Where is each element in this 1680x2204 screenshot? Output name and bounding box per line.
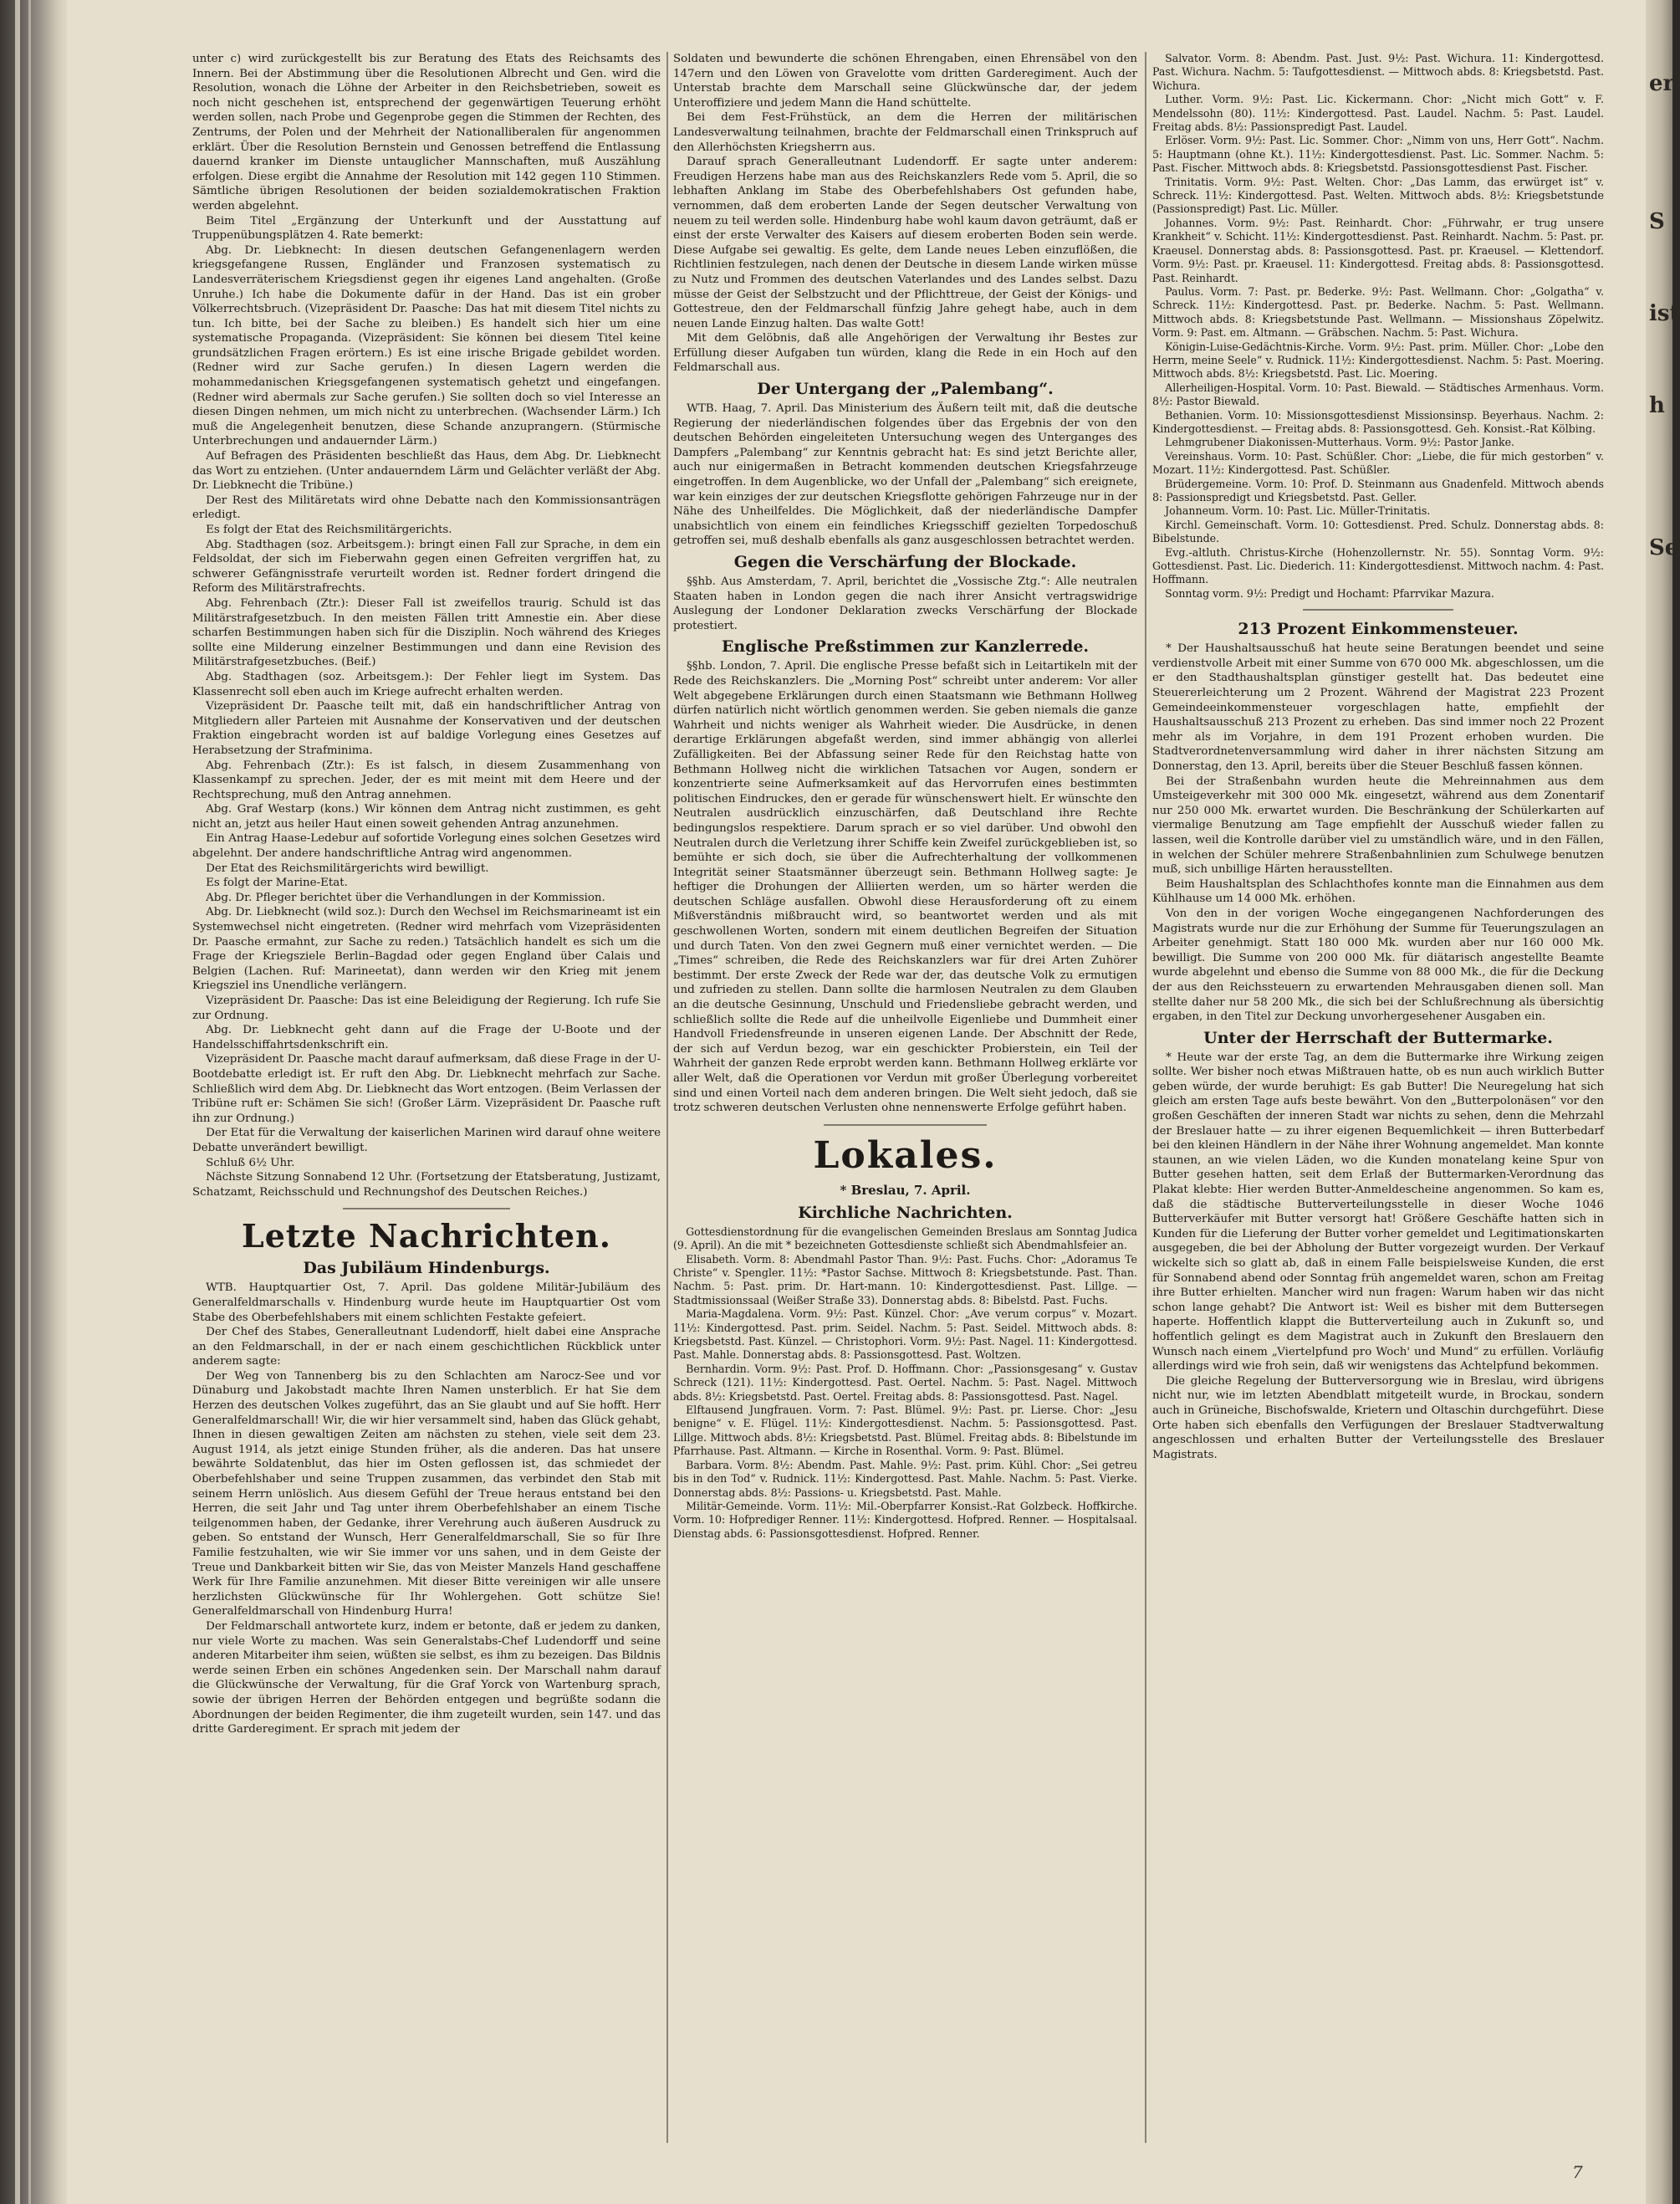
headline-englische-pressestimmen: Englische Preßstimmen zur Kanzlerrede. — [721, 637, 1090, 657]
church-notice: Maria-Magdalena. Vorm. 9½: Past. Künzel. Chor: „Ave verum corpus“ v. Mozart. 11½: Kindergottesd. Past. prim. Seidel. Nachm. 5: Past. Seidel. Mittwoch abds. 8: Kriegsbetstd. Past. Künzel. — Christophori. Vorm. 9½: Past. Nagel. 11: Kindergottesd. Past. Mahle. Donnerstag abds. 8: Passionsgottesd. Past. Woltzen. — [673, 1307, 1137, 1362]
church-notice: Johanneum. Vorm. 10: Past. Lic. Müller-Trinitatis. — [1165, 504, 1431, 518]
article-paragraph: §§hb. Aus Amsterdam, 7. April, berichtet die „Vossische Ztg.“: Alle neutralen Staaten haben in London gegen die nach ihrer Ansicht vertragswidrige Auslegung der Londoner Deklaration zwecks Verschärfung der Blockade protestiert. — [673, 575, 1137, 632]
article-paragraph: * Heute war der erste Tag, an dem die Buttermarke ihre Wirkung zeigen sollte. Wer bisher noch etwas Mißtrauen hatte, ob es nun auch wirklich Butter geben würde, der wurde beruhigt: Es gab Butter! Die Neuregelung hat sich gleich am ersten Tage aufs beste bewährt. Von den „Butterpolonäsen“ vor den großen Geschäften der inneren Stadt war nichts zu sehen, denn die Mehrzahl der Breslauer hatte — zu ihrer eigenen Bequemlichkeit — ihren Butterbedarf bei den kleinen Händlern in der Nähe ihrer Wohnung angemeldet. Man konnte staunen, an wie vielen Läden, wo die Kunden monatelang keine Spur von Butter gesehen hatten, seit dem Erlaß der Buttermarken-Verordnung das Plakat klebte: Hier werden Butter-Anmeldescheine angenommen. So kam es, daß die städtische Butterverteilungsstelle in dieser Woche 1046 Butterverkäufer mit Butter versorgt hat! Größere Geschäfte hatten sich in Kunden für die Lieferung der Butter vorher gemeldet und Legitimationskarten ausgegeben, die bei der Abholung der Butter vorgezeigt wurden. Der Verkauf wickelte sich so glatt ab, daß in einem Falle beispielsweise Kunden, die erst für Sonnabend abend oder Sonntag früh angemeldet waren, schon am Freitag ihre Butter erhielten. Mancher wird nun fragen: Warum haben wir das nicht schon lange gehabt? Die Antwort ist: Weil es bisher mit dem Buttersegen haperte. Hoffentlich klappt die Butterverteilung auch in Zukunft so, und hoffentlich gelingt es dem Magistrat auch in Zukunft den Breslauern den Wunsch nach einem „Viertelpfund pro Woch' und Mund“ zu erfüllen. Vorläufig allerdings wird wie froh sein, daß wir wenigstens das Achtelpfund bekommen. — [1152, 1051, 1604, 1373]
article-paragraph: Abg. Dr. Liebknecht geht dann auf die Frage der U-Boote und der Handelsschiffahrtsdenkschrift ein. — [192, 1024, 661, 1051]
headline-palembang: Der Untergang der „Palembang“. — [757, 380, 1054, 399]
church-notice: Militär-Gemeinde. Vorm. 11½: Mil.-Oberpfarrer Konsist.-Rat Golzbeck. Hoffkirche. Vorm. 10: Hofprediger Renner. 11½: Kindergottesd. Hofpred. Renner. — Hospitalsaal. Dienstag abds. 6: Passionsgottesdienst. Hofpred. Renner. — [673, 1499, 1137, 1540]
binding-stripe — [28, 0, 31, 2204]
headline-kirchliche-nachrichten: Kirchliche Nachrichten. — [798, 1203, 1013, 1222]
article-paragraph: Abg. Stadthagen (soz. Arbeitsgem.): bringt einen Fall zur Sprache, in dem ein Feldsoldat, der sich im Fieberwahn gegen einen Gefreiten vergriffen hat, zu schwerer Gefängnisstrafe verurteilt worden ist. Redner fordert dringend die Reform des Militärstrafrechts. — [192, 538, 661, 596]
article-paragraph: Nächste Sitzung Sonnabend 12 Uhr. (Fortsetzung der Etatsberatung, Justizamt, Schatzamt, Reichsschuld und Rechnungshof des Deutschen Reiches.) — [192, 1171, 661, 1199]
article-paragraph: Beim Titel „Ergänzung der Unterkunft und der Ausstattung auf Truppenübungsplätzen 4. Rate bemerkt: — [192, 214, 661, 243]
adjacent-page-letter: Se — [1649, 535, 1679, 560]
church-notice: Vereinshaus. Vorm. 10: Past. Schüßler. Chor: „Liebe, die für mich gestorben“ v. Mozart. 11½: Kindergottesd. Past. Schüßler. — [1152, 449, 1604, 477]
church-notice: Gottesdienstordnung für die evangelischen Gemeinden Breslaus am Sonntag Judica (9. April). An die mit * bezeichneten Gottesdienste schließt sich Abendmahlsfeier an. — [673, 1225, 1137, 1252]
column-rule — [1145, 52, 1146, 2143]
church-notice: Brüdergemeine. Vorm. 10: Prof. D. Steinmann aus Gnadenfeld. Mittwoch abends 8: Passionspredigt und Kriegsbetstd. Past. Geller. — [1152, 477, 1604, 504]
article-paragraph: Der Weg von Tannenberg bis zu den Schlachten am Narocz-See und vor Dünaburg und Jakobstadt machte Ihren Namen unsterblich. Er hat Sie dem Herzen des deutschen Volkes zugeführt, das an Sie glaubt und auf Sie hofft. Herr Generalfeldmarschall! Wir, die wir hier versammelt sind, haben das Glück gehabt, Ihnen in diesen gewaltigen Zeiten am nächsten zu stehen, viele seit dem 23. August 1914, als jetzt einige Stunden früher, als die anderen. Das hat unsere bewährte Soldatenblut, das hier im Osten geflossen ist, das schmiedet der Oberbefehlshaber und seine Truppen zusammen, das verbindet den Stab mit seinem Herrn unlöslich. Aus diesem Gefühl der Treue heraus entstand bei den Herren, die seit Jahr und Tag unter ihrem Oberbefehlshaber an einem Tische teilgenommen haben, der Gedanke, ihrer Verehrung auch äußeren Ausdruck zu geben. So entstand der Wunsch, Herr Generalfeldmarschall, Sie so für Ihre Familie festzuhalten, wie wir Sie immer vor uns sahen, und in dem Geiste der Treue und Dankbarkeit bitten wir Sie, das von Meister Manzels Hand geschaffene Werk für Ihre Familie anzunehmen. Mit dieser Bitte vereinigen wir alle unsere herzlichsten Glückwünsche für Ihr Wohlergehen. Gott schütze Sie! Generalfeldmarschall von Hindenburg Hurra! — [192, 1369, 661, 1618]
article-paragraph: Auf Befragen des Präsidenten beschließt das Haus, dem Abg. Dr. Liebknecht das Wort zu entziehen. (Unter andauerndem Lärm und Gelächter verläßt der Abg. Dr. Liebknecht die Tribüne.) — [192, 450, 661, 493]
section-divider — [1303, 609, 1453, 611]
headline-jubilaeum: Das Jubiläum Hindenburgs. — [303, 1259, 550, 1278]
article-paragraph: Mit dem Gelöbnis, daß alle Angehörigen der Verwaltung ihr Bestes zur Erfüllung dieser Aufgaben tun würden, klang die Rede in ein Hoch auf den Feldmarschall aus. — [673, 332, 1137, 375]
church-notice: Elftausend Jungfrauen. Vorm. 7: Past. Blümel. 9½: Past. pr. Lierse. Chor: „Jesu benigne“ v. E. Flügel. 11½: Kindergottesdienst. Nachm. 5: Passionsgottesd. Past. Lillge. Mittwoch abds. 8½: Kriegsbetstd. Past. Blümel. Freitag abds. 8: Bibelstunde im Pfarrhause. Past. Altmann. — Kirche in Rosenthal. Vorm. 9: Past. Blümel. — [673, 1404, 1137, 1458]
adjacent-page-letter: h — [1649, 393, 1665, 418]
column-right — [1152, 52, 1604, 2181]
dateline: * Breslau, 7. April. — [840, 1182, 971, 1198]
binding-stripe — [15, 0, 20, 2204]
adjacent-page-letter: ist — [1649, 301, 1680, 326]
headline-letzte-nachrichten: Letzte Nachrichten. — [242, 1217, 611, 1255]
article-paragraph: Von den in der vorigen Woche eingegangenen Nachforderungen des Magistrats wurde nur die zur Erhöhung der Summe für Teuerungszulagen an Arbeiter genehmigt. Statt 180 000 Mk. wurden aber nur 160 000 Mk. bewilligt. Die Summe von 200 000 Mk. für diätarisch angestellte Beamte wurde abgelehnt und ebenso die Summe von 88 000 Mk., die für die Deckung der aus den Reichssteuern zu erwartenden Mehrausgaben dienen soll. Man stellte daher nur 58 200 Mk., die sich bei der Schlußrechnung als übersichtig ergaben, in den Titel zur Deckung unvorhergesehener Ausgaben ein. — [1152, 907, 1604, 1024]
article-paragraph: Bei der Straßenbahn wurden heute die Mehreinnahmen aus dem Umsteigeverkehr mit 300 000 Mk. eingesetzt, während aus dem Zonentarif nur 250 000 Mk. erwartet wurden. Die Beschränkung der Schülerkarten auf viermalige Benutzung am Tage empfiehlt der Ausschuß wieder fallen zu lassen, weil die Kontrolle darüber viel zu umständlich wäre, und in den Fällen, in welchen der Schüler mehrere Straßenbahnlinien zum Schulwege benutzen muß, sich unbillige Härten herausstellten. — [1152, 775, 1604, 877]
church-notice: Kirchl. Gemeinschaft. Vorm. 10: Gottesdienst. Pred. Schulz. Donnerstag abds. 8: Bibelstunde. — [1152, 518, 1604, 545]
article-paragraph: Schluß 6½ Uhr. — [206, 1156, 295, 1169]
church-notice: Sonntag vorm. 9½: Predigt und Hochamt: Pfarrvikar Mazura. — [1165, 586, 1494, 600]
adjacent-page-letter: er — [1649, 71, 1675, 96]
headline-einkommensteuer: 213 Prozent Einkommensteuer. — [1238, 620, 1519, 639]
section-divider — [343, 1208, 510, 1209]
article-paragraph: Abg. Dr. Liebknecht (wild soz.): Durch den Wechsel im Reichsmarineamt ist ein Systemwechsel nicht eingetreten. (Redner wird mehrfach vom Vizepräsidenten Dr. Paasche ermahnt, zur Sache zu reden.) Tatsächlich handelt es sich um die Frage der Kriegsziele Berlin–Bagdad oder gegen England über Calais und Belgien (Lachen. Ruf: Marineetat), dann werden wir den Krieg mit jenem Kriegsziel ins Unendliche verlängern. — [192, 906, 661, 993]
article-paragraph: WTB. Haag, 7. April. Das Ministerium des Äußern teilt mit, daß die deutsche Regierung der niederländischen folgendes über das Ergebnis der von den deutschen Behörden eingeleiteten Untersuchung wegen des Unterganges des Dampfers „Palembang“ zur Kenntnis gebracht hat: Es sind jetzt Berichte aller, auch nur einigermaßen in Betracht kommenden deutschen Kriegsfahrzeuge eingetroffen. In dem Augenblicke, wo der Unfall der „Palembang“ sich ereignete, war kein einziges der zur deutschen Kriegsflotte gehörigen Fahrzeuge nur in der Nähe des Unheilfeldes. Die Möglichkeit, daß der niederländische Dampfer unabsichtlich von einem ein feindliches Kriegsschiff gezielten Torpedoschuß getroffen sei, muß deshalb ebenfalls als ganz ausgeschlossen betrachtet werden. — [673, 402, 1137, 548]
article-paragraph: Beim Haushaltsplan des Schlachthofes konnte man die Einnahmen aus dem Kühlhause um 14 000 Mk. erhöhen. — [1152, 877, 1604, 906]
article-paragraph: Abg. Dr. Liebknecht: In diesen deutschen Gefangenenlagern werden kriegsgefangene Russen, Engländer und Franzosen systematisch zu Landesverräterischem Kriegsdienst gegen ihr eigenes Land angehalten. (Große Unruhe.) Ich habe die Dokumente dafür in der Hand. Das ist ein grober Völkerrechtsbruch. (Vizepräsident Dr. Paasche: Das hat mit diesem Titel nichts zu tun. Ich bitte, bei der Sache zu bleiben.) Es handelt sich hier um eine systematische Propaganda. (Vizepräsident: Sie können bei diesem Titel keine grundsätzlichen Fragen erörtern.) Es ist eine irische Brigade gebildet worden. (Redner wird zur Sache gerufen.) In diesen Lagern werden die mohammedanischen Kriegsgefangenen systematisch gehetzt und eingefangen. (Redner wird abermals zur Sache gerufen.) Sie sollten doch so viel Interesse an diesen Dingen nehmen, um mich nicht zu unterbrechen. (Wachsender Lärm.) Ich muß die Angelegenheit benutzen, diese Schande anzuprangern. (Stürmische Unterbrechungen und andauernder Lärm.) — [192, 243, 661, 448]
adjacent-page-edge — [1646, 0, 1675, 2204]
article-paragraph: WTB. Hauptquartier Ost, 7. April. Das goldene Militär-Jubiläum des Generalfeldmarschalls v. Hindenburg wurde heute im Hauptquartier Ost vom Stabe des Oberbefehlshabers mit einem schlichten Festakte gefeiert. — [192, 1281, 661, 1324]
church-notice: Allerheiligen-Hospital. Vorm. 10: Past. Biewald. — Städtisches Armenhaus. Vorm. 8½: Pastor Biewald. — [1152, 381, 1604, 408]
church-notice: Elisabeth. Vorm. 8: Abendmahl Pastor Than. 9½: Past. Fuchs. Chor: „Adoramus Te Christe“ v. Spengler. 11½: *Pastor Sachse. Mittwoch 8: Kriegsbetstunde. Past. Than. Nachm. 5: Past. prim. Dr. Hart-mann. 10: Kindergottesdienst. Past. Lillge. — Stadtmissionssaal (Weißer Straße 33). Donnerstag abds. 8: Bibelstd. Past. Fuchs. — [673, 1252, 1137, 1307]
article-paragraph: Vizepräsident Dr. Paasche: Das ist eine Beleidigung der Regierung. Ich rufe Sie zur Ordnung. — [192, 995, 661, 1022]
section-divider — [824, 1124, 987, 1126]
article-paragraph: Abg. Stadthagen (soz. Arbeitsgem.): Der Fehler liegt im System. Das Klassenrecht soll eben auch im Kriege aufrecht erhalten werden. — [192, 670, 661, 698]
church-notice: Bernhardin. Vorm. 9½: Past. Prof. D. Hoffmann. Chor: „Passionsgesang“ v. Gustav Schreck (121). 11½: Kindergottesd. Past. Oertel. Nachm. 5: Past. Nagel. Mittwoch abds. 8½: Kriegsbetstd. Past. Oertel. Freitag abds. 8: Passionsgottesd. Past. Nagel. — [673, 1362, 1137, 1403]
headline-buttermarke: Unter der Herrschaft der Buttermarke. — [1203, 1028, 1553, 1047]
column-left — [192, 52, 661, 2181]
article-paragraph: Abg. Dr. Pfleger berichtet über die Verhandlungen in der Kommission. — [206, 891, 605, 904]
article-paragraph: Der Etat für die Verwaltung der kaiserlichen Marinen wird darauf ohne weitere Debatte unverändert bewilligt. — [192, 1127, 661, 1154]
article-paragraph: Abg. Graf Westarp (kons.) Wir können dem Antrag nicht zustimmen, es geht nicht an, jetzt aus heiler Haut einen soweit gehenden Antrag anzunehmen. — [192, 803, 661, 831]
column-rule — [666, 52, 668, 2143]
book-binding — [0, 0, 67, 2204]
article-paragraph: Der Feldmarschall antwortete kurz, indem er betonte, daß er jedem zu danken, nur viele Worte zu machen. Was sein Generalstabs-Chef Ludendorff und seine anderen Mitarbeiter ihm seien, wüßten sie selbst, es ihm zu bezeigen. Das Bildnis werde seinen Erben ein schönes Angedenken sein. Der Marschall nahm darauf die Glückwünsche der Verwaltung, für die Graf Yorck von Wartenburg sprach, sowie der übrigen Herren der Behörden entgegen und begrüßte sodann die Abordnungen der beiden Regimenter, die ihm zugeteilt wurden, sein 147. und das dritte Garderegiment. Er sprach mit jedem der — [192, 1619, 661, 1736]
church-notice: Königin-Luise-Gedächtnis-Kirche. Vorm. 9½: Past. prim. Müller. Chor: „Lobe den Herrn, meine Seele“ v. Rudnick. 11½: Kindergottesdienst. Nachm. 5: Past. Moering. Mittwoch abds. 8½: Kriegsbetstd. Past. Lic. Moering. — [1152, 340, 1604, 381]
church-notice: Bethanien. Vorm. 10: Missionsgottesdienst Missionsinsp. Beyerhaus. Nachm. 2: Kindergottesdienst. — Freitag abds. 8: Passionsgottesd. Geh. Konsist.-Rat Kölbing. — [1152, 408, 1604, 435]
article-paragraph: Der Etat des Reichsmilitärgerichts wird bewilligt. — [206, 862, 489, 875]
church-notice: Salvator. Vorm. 8: Abendm. Past. Just. 9½: Past. Wichura. 11: Kindergottesd. Past. Wichura. Nachm. 5: Taufgottesdienst. — Mittwoch abds. 8: Kriegsbetstd. Past. Wichura. — [1152, 52, 1604, 92]
adjacent-page-letter: S — [1649, 209, 1665, 234]
article-paragraph: Abg. Fehrenbach (Ztr.): Dieser Fall ist zweifellos traurig. Schuld ist das Militärstrafgesetzbuch. In den meisten Fällen tritt Amnestie ein. Aber diese scharfen Bestimmungen haben sich für die Disziplin. Noch während des Krieges sollte eine Milderung einzelner Bestimmungen und dann eine Revision des Militärstrafgesetzbuches. (Beif.) — [192, 596, 661, 669]
article-paragraph: Abg. Fehrenbach (Ztr.): Es ist falsch, in diesem Zusammenhang von Klassenkampf zu sprechen. Jeder, der es mit meint mit dem Heere und der Rechtsprechung, muß den Antrag annehmen. — [192, 759, 661, 801]
church-notice: Barbara. Vorm. 8½: Abendm. Past. Mahle. 9½: Past. prim. Kühl. Chor: „Sei getreu bis in den Tod“ v. Rudnick. 11½: Kindergottesd. Past. Mahle. Nachm. 5: Past. Vierke. Donnerstag abds. 8½: Passions- u. Kriegsbetstd. Past. Mahle. — [673, 1458, 1137, 1499]
church-notice: Lehmgrubener Diakonissen-Mutterhaus. Vorm. 9½: Pastor Janke. — [1165, 436, 1515, 449]
article-paragraph: * Der Haushaltsausschuß hat heute seine Beratungen beendet und seine verdienstvolle Arbeit mit einer Summe von 670 000 Mk. abgeschlossen, um die er den Stadthaushaltsplan günstiger gestellt hat. Das bedeutet eine Steuererleichterung um 2 Prozent. Während der Magistrat 223 Prozent Gemeindeeinkommensteuer vorgeschlagen hatte, empfiehlt der Haushaltsausschuß 213 Prozent zu erheben. Das sind immer noch 22 Prozent mehr als im Vorjahre, in dem 191 Prozent erhoben wurden. Die Stadtverordnetenversammlung wird daher in ihrer nächsten Sitzung am Donnerstag, den 13. April, bereits über die Steuer Beschluß fassen können. — [1152, 642, 1604, 773]
article-paragraph: Darauf sprach Generalleutnant Ludendorff. Er sagte unter anderem: Freudigen Herzens habe man aus des Reichskanzlers Rede vom 5. April, die so lebhaften Anklang im Stabe des Oberbefehlshabers Ost gefunden habe, vernommen, daß dem eroberten Lande der Segen deutscher Verwaltung von neuem zu teil werden solle. Hindenburg habe wohl kaum davon geträumt, daß er einst der erste Verwalter des Kaisers auf diesem eroberten Boden sein werde. Diese Aufgabe sei gewaltig. Es gelte, dem Lande neues Leben einzuflößen, die Richtlinien festzulegen, nach denen der Deutsche in diesem Lande wirken müsse zu Nutz und Frommen des deutschen Vaterlandes und des Landes selbst. Dazu müsse der Geist der Selbstzucht und der Pflichttreue, der Geist der Königs- und Gottestreue, den der Feldmarschall fünfzig Jahre gehegt habe, auch in dem neuen Lande Einzug halten. Das walte Gott! — [673, 156, 1137, 330]
article-paragraph: Es folgt der Marine-Etat. — [206, 877, 348, 890]
church-notice: Evg.-altluth. Christus-Kirche (Hohenzollernstr. Nr. 55). Sonntag Vorm. 9½: Gottesdienst. Past. Lic. Diederich. 11: Kindergottesdienst. Mittwoch nachm. 4: Past. Hoffmann. — [1152, 545, 1604, 586]
article-paragraph: §§hb. London, 7. April. Die englische Presse befaßt sich in Leitartikeln mit der Rede des Reichskanzlers. Die „Morning Post“ schreibt unter anderem: Vor aller Welt abgegebene Erklärungen durch einen Staatsmann wie Bethmann Hollweg dürfen natürlich nicht wörtlich genommen werden. Sie geben niemals die ganze Wahrheit und nichts weniger als Wahrheit wieder. Die Ausdrücke, in denen derartige Erklärungen abgefaßt werden, sind immer abhängig von allerlei Zufälligkeiten. Bei der Abfassung seiner Rede für den Reichstag hatte von Bethmann Hollweg nicht die wirklichen Tatsachen vor Augen, sondern er konzentrierte seine Aufmerksamkeit auf das Hervorrufen eines bestimmten politischen Eindruckes, den er gerade für wünschenswert hielt. Er wünschte den Neutralen ausdrücklich einzuschärfen, daß Deutschland ihre Rechte bedingungslos respektiere. Darum sprach er so viel darüber. Und obwohl den Neutralen durch die Verletzung ihrer Schiffe kein Zweifel zurückgeblieben ist, so bemühte er sich doch, sie über die Aufrechterhaltung der vollkommenen Integrität seiner Staatsmänner überzeugt sein. Bethmann Hollweg sagte: Je heftiger die Drohungen der Alliierten werden, um so härter werden die deutschen Schläge ausfallen. Obwohl diese Herausforderung oft zu einem Mißverständnis mißbraucht wird, so beantwortet werden und als mit geschwollenen Worten, sondern mit einem deutlichen Begreifen der Situation und durch Taten. Von den zwei Gegnern muß einer vernichtet werden. — Die „Times“ schreiben, die Rede des Reichskanzlers war für drei Arten Zuhörer bestimmt. Der erste Zweck der Rede war der, das deutsche Volk zu ermutigen und zufrieden zu stellen. Dann sollte die harmlosen Neutralen zu dem Glauben an die deutsche Gesinnung, Unschuld und Friedensliebe gebracht werden, und schließlich sollte die Rede auf die unheilvolle Eigenliebe und Dummheit einer Handvoll Friedensfreunde in unseren eigenen Lande. Der Abschnitt der Rede, der sich auf Verdun bezog, war ein geschickter Probierstein, ein Teil der Wahrheit der ganzen Rede erprobt werden kann. Bethmann Hollweg erklärte vor aller Welt, daß die Operationen vor Verdun mit großer Überlegung vorbereitet sind und einen Vorteil nach dem anderen bringen. Die Welt sieht jedoch, daß sie trotz schweren deutschen Verlusten ohne nennenswerte Erfolge geführt haben. — [673, 660, 1137, 1115]
article-paragraph: Soldaten und bewunderte die schönen Ehrengaben, einen Ehrensäbel von den 147ern und den Löwen von Gravelotte vom dritten Garderegiment. Auch der Unterstab brachte dem Marschall seine Glückwünsche dar, der jedem Unteroffiziere und jedem Mann die Hand schüttelte. — [673, 53, 1137, 110]
article-paragraph: Es folgt der Etat des Reichsmilitärgerichts. — [206, 524, 452, 536]
article-paragraph: Die gleiche Regelung der Butterversorgung wie in Breslau, wird übrigens nicht nur, wie im letzten Abendblatt mitgeteilt wurde, in Brockau, sondern auch in Grüneiche, Bischofswalde, Krietern und Oltaschin durchgeführt. Diese Orte haben sich ebenfalls den Verfügungen der Breslauer Stadtverwaltung angeschlossen und erhalten Butter der Verteilungsstelle des Breslauer Magistrats. — [1152, 1374, 1604, 1461]
church-notice: Luther. Vorm. 9½: Past. Lic. Kickermann. Chor: „Nicht mich Gott“ v. F. Mendelssohn (80). 11½: Kindergottesd. Past. Laudel. Nachm. 5: Past. Laudel. Freitag abds. 8½: Passionspredigt Past. Laudel. — [1152, 93, 1604, 134]
page-number: 7 — [1572, 2162, 1583, 2182]
column-middle — [673, 52, 1137, 2181]
article-paragraph: Vizepräsident Dr. Paasche teilt mit, daß ein handschriftlicher Antrag von Mitgliedern aller Parteien mit Ausnahme der Konservativen und der deutschen Fraktion eingebracht worden ist auf baldige Vorlegung eines Gesetzes auf Herabsetzung der Strafminima. — [192, 700, 661, 757]
article-paragraph: unter c) wird zurückgestellt bis zur Beratung des Etats des Reichsamts des Innern. Bei der Abstimmung über die Resolutionen Albrecht und Gen. wird die Resolution, wonach die Löhne der Arbeiter in den Reichsbetrieben, soweit es noch nicht geschehen ist, entsprechend der gegenwärtigen Teuerung erhöht werden sollen, nach Probe und Gegenprobe gegen die Stimmen der Rechten, des Zentrums, der Polen und der Mehrheit der Nationalliberalen für angenommen erklärt. Über die Resolution Bernstein und Genossen betreffend die Entlassung dauernd kranker im Dienste untauglicher Mannschaften, muß Auszählung erfolgen. Diese ergibt die Annahme der Resolution mit 142 gegen 110 Stimmen. Sämtliche übrigen Resolutionen der beiden sozialdemokratischen Fraktion werden abgelehnt. — [192, 53, 661, 212]
church-notice: Erlöser. Vorm. 9½: Past. Lic. Sommer. Chor: „Nimm von uns, Herr Gott“. Nachm. 5: Hauptmann (ohne Kt.). 11½: Kindergottesdienst. Past. Lic. Sommer. Nachm. 5: Past. Fischer. Mittwoch abds. 8: Kriegsbetstd. Passionsgottesdienst Past. Fischer. — [1152, 134, 1604, 175]
article-paragraph: Vizepräsident Dr. Paasche macht darauf aufmerksam, daß diese Frage in der U-Bootdebatte erledigt ist. Er ruft den Abg. Dr. Liebknecht mehrfach zur Sache. Schließlich wird dem Abg. Dr. Liebknecht das Wort entzogen. (Beim Verlassen der Tribüne ruft er: Schämen Sie sich! (Großer Lärm. Vizepräsident Dr. Paasche ruft ihn zur Ordnung.) — [192, 1053, 661, 1125]
article-paragraph: Der Chef des Stabes, Generalleutnant Ludendorff, hielt dabei eine Ansprache an den Feldmarschall, in der er nach einem geschichtlichen Rückblick unter anderem sagte: — [192, 1326, 661, 1368]
article-paragraph: Ein Antrag Haase-Ledebur auf sofortide Vorlegung eines solchen Gesetzes wird abgelehnt. Der andere handschriftliche Antrag wird angenommen. — [192, 832, 661, 861]
headline-blockade: Gegen die Verschärfung der Blockade. — [733, 553, 1077, 571]
church-notice: Trinitatis. Vorm. 9½: Past. Welten. Chor: „Das Lamm, das erwürget ist“ v. Schreck. 11½: Kindergottesd. Past. Welten. Mittwoch abds. 8½: Kriegsbetstunde (Passionspredigt) Past. Lic. Müller. — [1152, 175, 1604, 216]
article-paragraph: Der Rest des Militäretats wird ohne Debatte nach den Kommissionsanträgen erledigt. — [192, 493, 661, 522]
headline-lokales: Lokales. — [813, 1133, 998, 1177]
church-notice: Johannes. Vorm. 9½: Past. Reinhardt. Chor: „Führwahr, er trug unsere Krankheit“ v. Schicht. 11½: Kindergottesdienst. Past. Reinhardt. Nachm. 5: Past. pr. Kraeusel. Donnerstag abds. 8: Passionsgottesd. Past. pr. Kraeusel. — Klettendorf. Vorm. 9½: Past. pr. Kraeusel. 11: Kindergottesd. Freitag abds. 8: Passionsgottesd. Past. Reinhardt. — [1152, 216, 1604, 284]
church-notice: Paulus. Vorm. 7: Past. pr. Bederke. 9½: Past. Wellmann. Chor: „Golgatha“ v. Schreck. 11½: Kindergottesd. Past. pr. Bederke. Nachm. 5: Past. Wellmann. Mittwoch abds. 8: Kriegsbetstunde Past. Wellmann. — Missionshaus Zöpelwitz. Vorm. 9: Past. em. Altmann. — Gräbschen. Nachm. 5: Past. Wichura. — [1152, 284, 1604, 340]
article-paragraph: Bei dem Fest-Frühstück, an dem die Herren der militärischen Landesverwaltung teilnahmen, brachte der Feldmarschall einen Trinkspruch auf den Allerhöchsten Kriegsherrn aus. — [673, 111, 1137, 154]
